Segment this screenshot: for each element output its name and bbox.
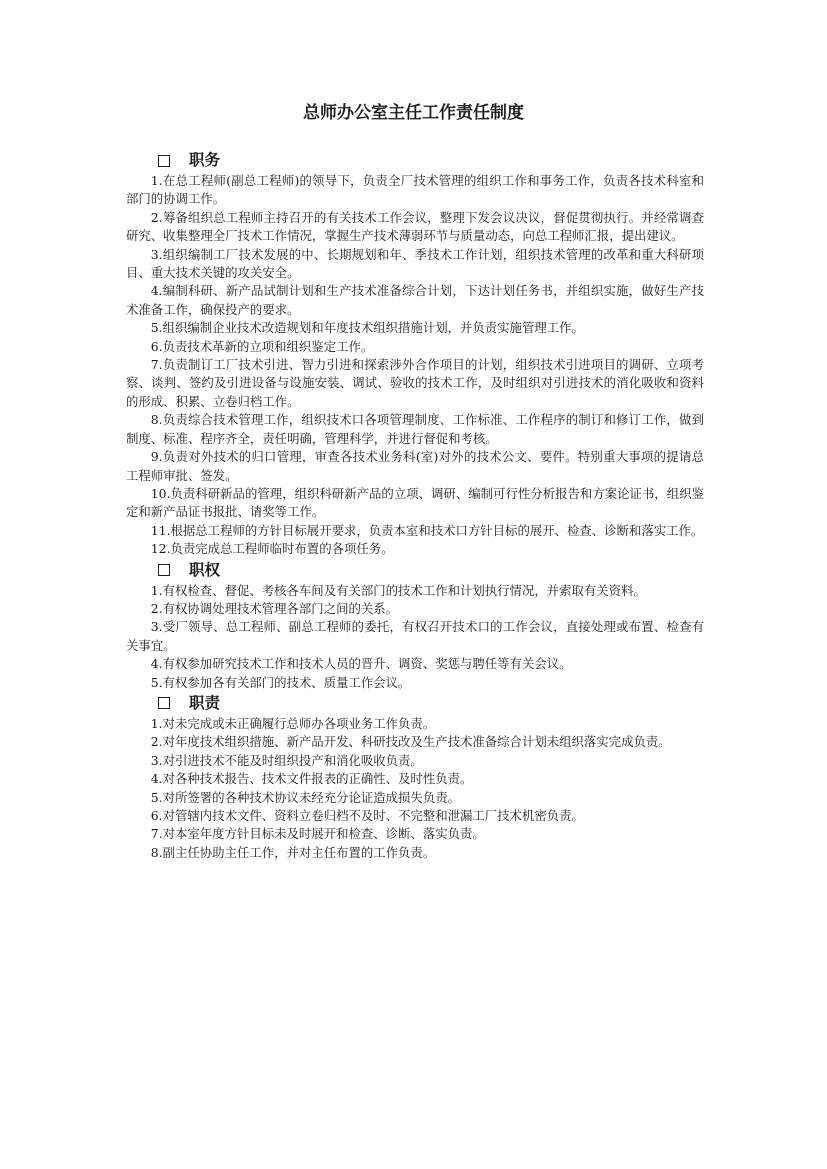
responsibilities-list [126, 715, 704, 862]
list-item: 11.根据总工程师的方针目标展开要求，负责本室和技术口方针目标的展开、检查、诊断和落实工作。 [150, 522, 704, 538]
checkbox-icon [158, 564, 170, 576]
list-item: 9.负责对外技术的归口管理，审查各技术业务科(室)对外的技术公文、要件。特别重大事项的提请总工程师审批、签发。 [126, 449, 704, 483]
list-item: 3.组织编制工厂技术发展的中、长期规划和年、季技术工作计划，组织技术管理的改革和重大科研项目、重大技术关键的攻关安全。 [126, 246, 704, 281]
list-item: 4.编制科研、新产品试制计划和生产技术准备综合计划，下达计划任务书，并组织实施，做好生产技术准备工作，确保投产的要求。 [126, 283, 704, 317]
list-item: 5.组织编制企业技术改造规划和年度技术组织措施计划，并负责实施管理工作。 [150, 320, 584, 336]
list-item: 12.负责完成总工程师临时布置的各项任务。 [150, 541, 394, 557]
section-responsibilities [126, 692, 704, 862]
list-item: 6.负责技术革新的立项和组织鉴定工作。 [150, 338, 374, 354]
list-item: 7.对本室年度方针目标未及时展开和检查、诊断、落实负责。 [150, 826, 485, 842]
list-item: 5.有权参加各有关部门的技术、质量工作会议。 [150, 674, 411, 690]
list-item: 8.负责综合技术管理工作，组织技术口各项管理制度、工作标准、工作程序的制订和修订工作，做到制度、标准、程序齐全，责任明确，管理科学，并进行督促和考核。 [126, 412, 704, 446]
document-title: 总师办公室主任工作责任制度 [303, 103, 524, 123]
section-heading-duties [126, 149, 704, 172]
list-item: 7.负责制订工厂技术引进、智力引进和探索涉外合作项目的计划，组织技术引进项目的调研、立项考察、谈判、签约及引进设备与设施安装、调试、验收的技术工作，及时组织对引进技术的消化吸收和资料的形成、积累、立卷归档工作。 [126, 357, 704, 409]
duties-list [126, 172, 704, 559]
checkbox-icon [158, 155, 170, 167]
authority-list [126, 582, 704, 692]
list-item: 2.对年度技术组织措施、新产品开发、科研技改及生产技术准备综合计划未组织落实完成负责。 [150, 734, 671, 750]
list-item: 1.有权检查、督促、考核各车间及有关部门的技术工作和计划执行情况，并索取有关资料。 [150, 582, 646, 598]
list-item: 8.副主任协助主任工作，并对主任布置的工作负责。 [150, 844, 436, 860]
list-item: 3.对引进技术不能及时组织投产和消化吸收负责。 [150, 752, 423, 768]
document-body [126, 149, 704, 862]
section-duties [126, 149, 704, 559]
list-item: 2.筹备组织总工程师主持召开的有关技术工作会议，整理下发会议决议，督促贯彻执行。并经常调查研究、收集整理全厂技术工作情况，掌握生产技术薄弱环节与质量动态，向总工程师汇报，提出建议。 [126, 209, 704, 244]
section-authority [126, 559, 704, 692]
list-item: 4.有权参加研究技术工作和技术人员的晋升、调资、奖惩与聘任等有关会议。 [150, 656, 572, 672]
section-heading-label: 职务 [189, 151, 221, 169]
list-item: 10.负责科研新品的管理，组织科研新产品的立项、调研、编制可行性分析报告和方案论证书，组织鉴定和新产品证书报批、请奖等工作。 [126, 485, 704, 520]
list-item: 1.在总工程师(副总工程师)的领导下，负责全厂技术管理的组织工作和事务工作，负责各技术科室和部门的协调工作。 [126, 173, 704, 207]
list-item: 1.对未完成或未正确履行总师办各项业务工作负责。 [150, 715, 436, 731]
section-heading-authority [126, 559, 704, 582]
section-heading-responsibilities [126, 692, 704, 715]
checkbox-icon [158, 697, 170, 709]
section-heading-label: 职责 [189, 693, 221, 712]
list-item: 5.对所签署的各种技术协议未经充分论证造成损失负责。 [150, 789, 460, 805]
section-heading-label: 职权 [189, 560, 221, 579]
list-item: 2.有权协调处理技术管理各部门之间的关系。 [150, 600, 399, 616]
list-item: 6.对管辖内技术文件、资料立卷归档不及时、不完整和泄漏工厂技术机密负责。 [150, 808, 584, 823]
list-item: 4.对各种技术报告、技术文件报表的正确性、及时性负责。 [150, 771, 473, 787]
list-item: 3.受厂领导、总工程师、副总工程师的委托，有权召开技术口的工作会议，直接处理或布置、检查有关事宜。 [126, 619, 704, 653]
